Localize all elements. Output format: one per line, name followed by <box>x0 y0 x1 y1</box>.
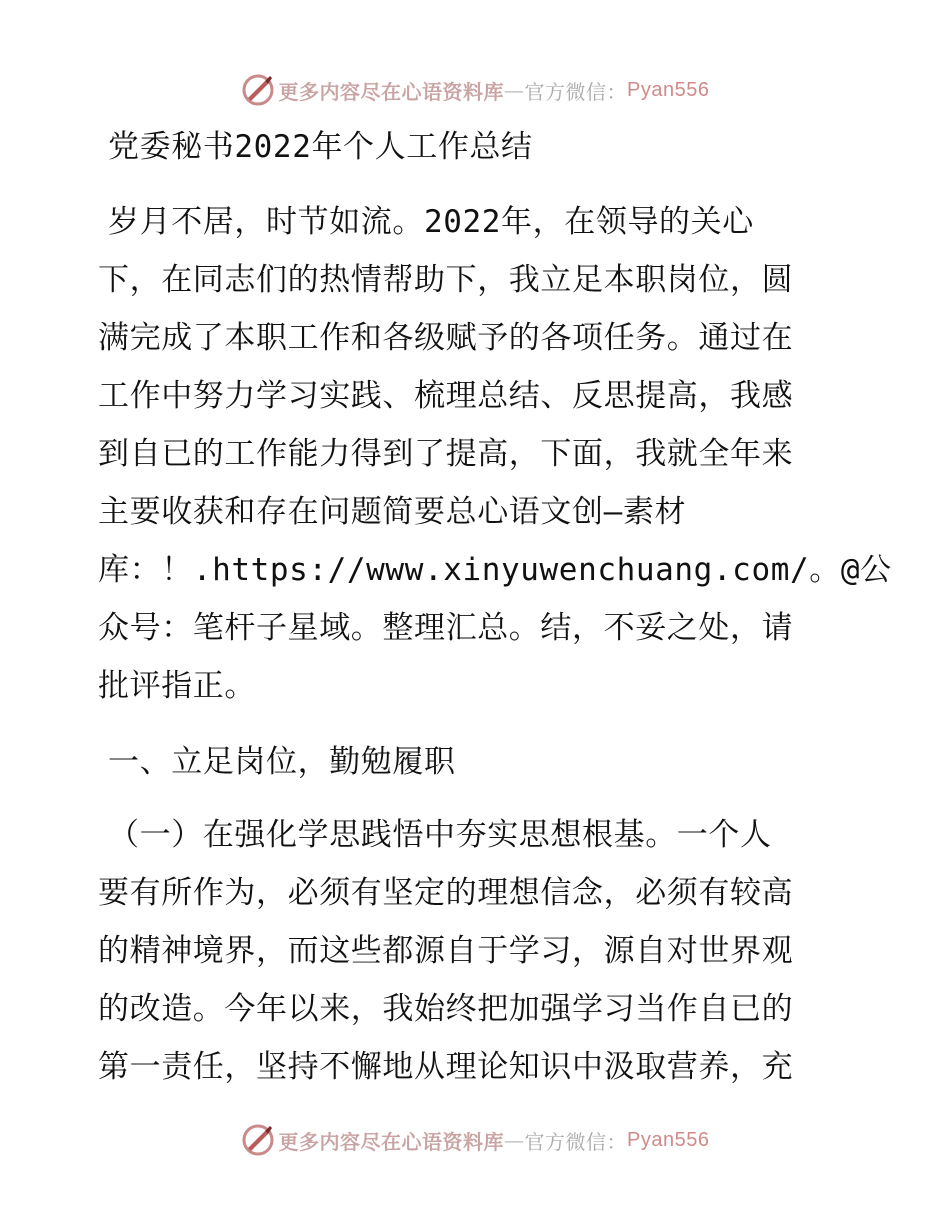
paragraph-line: 的精神境界，而这些都源自于学习，源自对世界观 <box>98 933 794 969</box>
paragraph-line: 工作中努力学习实践、梳理总结、反思提高，我感 <box>98 378 794 414</box>
banner-text: 更多内容尽在心语资料库 <box>278 1129 505 1154</box>
banner-dash: — <box>504 1128 525 1152</box>
pen-logo-icon <box>241 73 275 107</box>
banner-dash: — <box>504 78 525 102</box>
paragraph-line: 到自已的工作能力得到了提高，下面，我就全年来 <box>98 436 794 472</box>
paragraph-line: 主要收获和存在问题简要总心语文创—素材 <box>98 494 687 530</box>
paragraph-line: 的改造。今年以来，我始终把加强学习当作自已的 <box>98 991 794 1027</box>
banner-official-label: 官方微信： <box>524 1129 628 1154</box>
paragraph-line: 第一责任，坚持不懈地从理论知识中汲取营养，充 <box>98 1049 794 1085</box>
paragraph-line: （一）在强化学思践悟中夯实思想根基。一个人 <box>108 817 772 853</box>
pen-logo-icon <box>241 1123 275 1157</box>
banner-official-label: 官方微信： <box>524 79 628 104</box>
paragraph-line: 下，在同志们的热情帮助下，我立足本职岗位，圆 <box>98 262 794 298</box>
paragraph-line: 要有所作为，必须有坚定的理想信念，必须有较高 <box>98 875 794 911</box>
banner-wechat-id: Pyan556 <box>627 1128 710 1151</box>
footer-banner <box>0 1120 950 1160</box>
section-heading: 一、立足岗位，勤勉履职 <box>108 744 456 780</box>
paragraph-line: 库：！.https://www.xinyuwenchuang.com/。@公 <box>98 552 892 588</box>
document-title: 党委秘书2022年个人工作总结 <box>108 129 533 165</box>
header-banner <box>0 70 950 110</box>
paragraph-line: 批评指正。 <box>98 668 256 704</box>
paragraph-line: 众号：笔杆子星域。整理汇总。结，不妥之处，请 <box>98 610 794 646</box>
paragraph-line: 满完成了本职工作和各级赋予的各项任务。通过在 <box>98 320 794 356</box>
banner-text: 更多内容尽在心语资料库 <box>278 79 505 104</box>
paragraph-line: 岁月不居，时节如流。2022年，在领导的关心 <box>108 204 754 240</box>
banner-wechat-id: Pyan556 <box>627 78 710 101</box>
